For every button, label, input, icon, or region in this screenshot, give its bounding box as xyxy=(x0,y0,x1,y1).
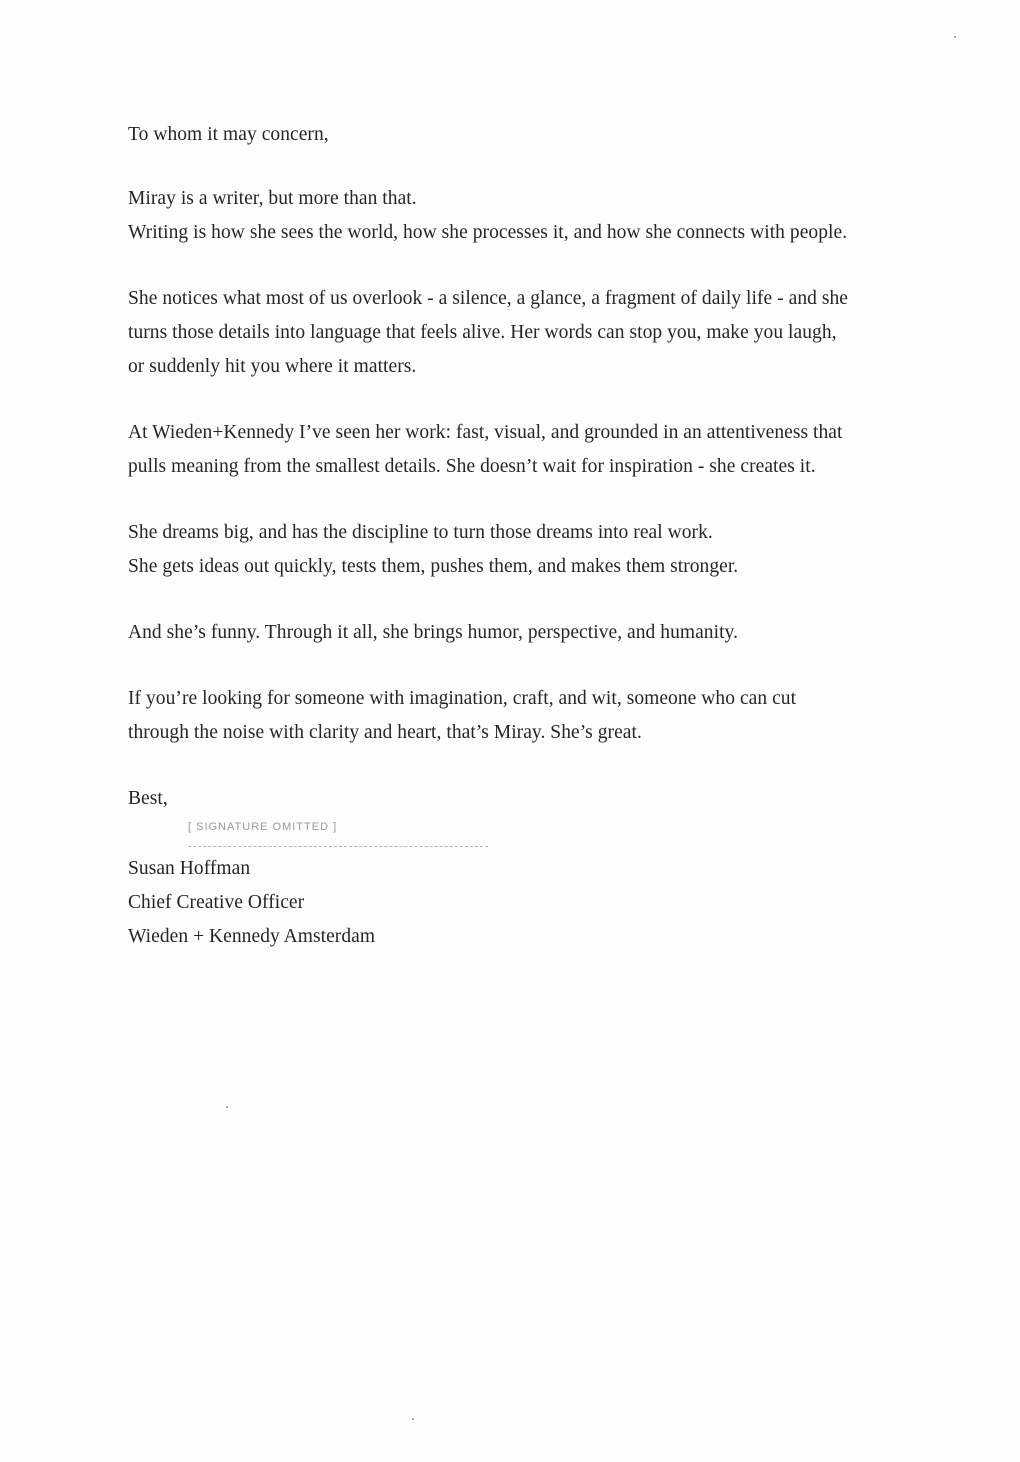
letter-closing: Best, xyxy=(128,788,168,809)
scan-speck xyxy=(412,1418,414,1420)
paragraph-4 xyxy=(128,516,918,584)
paragraph-1 xyxy=(128,182,918,250)
signer-title: Chief Creative Officer xyxy=(128,892,305,913)
paragraph-line: pulls meaning from the smallest details. She doesn’t wait for inspiration - she creates it. xyxy=(128,456,816,477)
paragraph-5 xyxy=(128,616,918,650)
paragraph-line: If you’re looking for someone with imagination, craft, and wit, someone who can cut xyxy=(128,688,797,709)
scan-speck xyxy=(954,36,956,38)
letter-body xyxy=(128,118,918,954)
signature-placeholder: [ SIGNATURE OMITTED ] xyxy=(188,820,488,847)
letter-greeting: To whom it may concern, xyxy=(128,124,329,145)
paragraph-line: Miray is a writer, but more than that. xyxy=(128,188,417,209)
paragraph-line: turns those details into language that feels alive. Her words can stop you, make you laugh, xyxy=(128,322,837,343)
signer-name: Susan Hoffman xyxy=(128,858,251,879)
paragraph-line: And she’s funny. Through it all, she brings humor, perspective, and humanity. xyxy=(128,622,738,643)
paragraph-line: She notices what most of us overlook - a silence, a glance, a fragment of daily life - and she xyxy=(128,288,849,309)
paragraph-line: or suddenly hit you where it matters. xyxy=(128,356,417,377)
paragraph-line: She gets ideas out quickly, tests them, pushes them, and makes them stronger. xyxy=(128,556,739,577)
signer-block xyxy=(128,852,918,954)
paragraph-line: through the noise with clarity and heart, that’s Miray. She’s great. xyxy=(128,722,642,743)
paragraph-3 xyxy=(128,416,918,484)
paragraph-line: At Wieden+Kennedy I’ve seen her work: fast, visual, and grounded in an attentiveness that xyxy=(128,422,843,443)
signature-area xyxy=(128,816,918,852)
signer-company: Wieden + Kennedy Amsterdam xyxy=(128,926,376,947)
scan-speck xyxy=(226,1106,228,1108)
paragraph-6 xyxy=(128,682,918,750)
paragraph-2 xyxy=(128,282,918,384)
paragraph-line: Writing is how she sees the world, how she processes it, and how she connects with people. xyxy=(128,222,848,243)
paragraph-line: She dreams big, and has the discipline to turn those dreams into real work. xyxy=(128,522,713,543)
